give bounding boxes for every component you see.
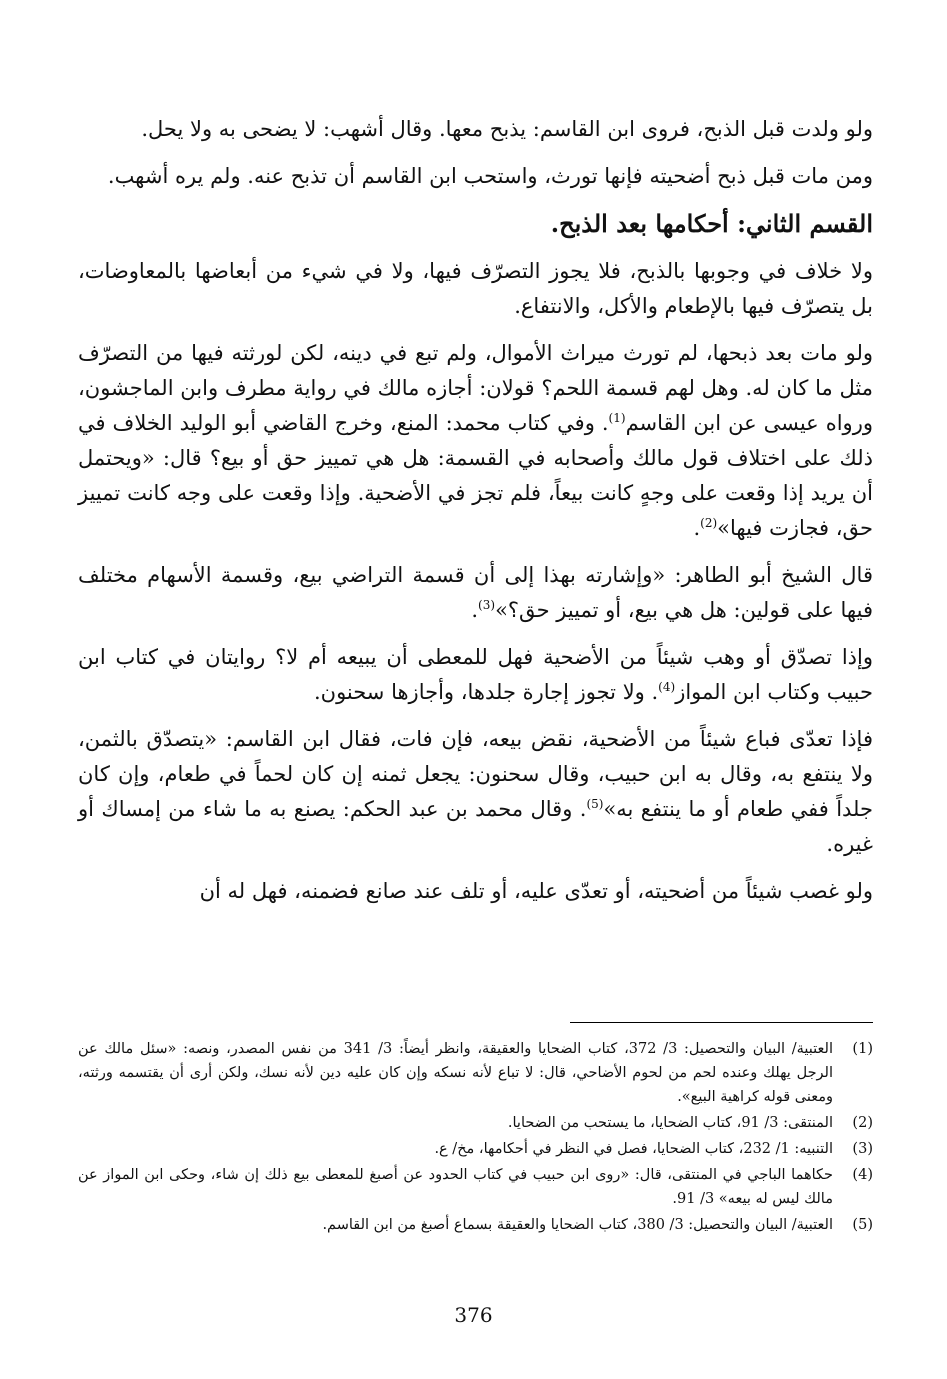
footnote-number: (3) <box>852 1141 873 1157</box>
footnote-2 <box>78 1111 873 1135</box>
footnote-1 <box>78 1037 873 1109</box>
paragraph-5 <box>78 558 873 628</box>
footnote-ref-3: (3) <box>478 598 496 612</box>
section-heading: القسم الثاني: أحكامها بعد الذبح. <box>550 209 873 238</box>
footnote-ref-2: (2) <box>700 516 718 530</box>
footnote-text: المنتقى: 3/ 91، كتاب الضحايا، ما يستحب من الضحايا. <box>507 1115 833 1131</box>
footnotes <box>78 1037 873 1239</box>
paragraph-4-text-c: . <box>693 516 701 540</box>
paragraph-1 <box>78 112 873 147</box>
paragraph-2 <box>78 159 873 194</box>
footnote-divider <box>570 1022 873 1023</box>
main-text <box>78 112 873 921</box>
footnote-text: العتبية/ البيان والتحصيل: 3/ 380، كتاب الضحايا والعقيقة بسماع أصبغ من ابن القاسم. <box>322 1217 833 1233</box>
footnote-3 <box>78 1137 873 1161</box>
paragraph-4-text-a: ولو مات بعد ذبحها، لم تورث ميراث الأموال، ولم تبع في دينه، لكن لورثته فيها من التصرّف مثل ما كان له. وهل لهم قسمة اللحم؟ قولان: أجازه مالك في رواية مطرف وابن الماجشون، ورواه عيسى عن ابن القاسم <box>78 341 873 435</box>
footnote-text: العتبية/ البيان والتحصيل: 3/ 372، كتاب الضحايا والعقيقة، وانظر أيضاً: 3/ 341 من نفس المصدر، ونصه: «سئل مالك عن الرجل يهلك وعنده لحم من لحوم الأضاحي، قال: لا تباع لأنه نسكه وإن كان عليه دين لأنه نسك، ولكن أرى أن يقتسمه ورثته، ومعنى قوله كراهية البيع». <box>78 1041 833 1105</box>
footnote-ref-5: (5) <box>586 797 604 811</box>
footnote-number: (5) <box>852 1217 873 1233</box>
paragraph-7-text-b: . وقال محمد بن عبد الحكم: يصنع به ما شاء من إمساك أو غيره. <box>78 797 873 856</box>
paragraph-6-text-b: . ولا تجوز إجارة جلدها، وأجازها سحنون. <box>313 680 659 704</box>
footnote-number: (1) <box>852 1041 873 1057</box>
footnote-text: حكاهما الباجي في المنتقى، قال: «روى ابن حبيب في كتاب الحدود عن أصبغ للمعطى بيع ذلك إن شاء، وحكى ابن المواز عن مالك ليس له بيعه» 3/ 91. <box>78 1167 833 1207</box>
paragraph-4 <box>78 336 873 546</box>
footnote-4 <box>78 1163 873 1211</box>
paragraph-2-text: ومن مات قبل ذبح أضحيته فإنها تورث، واستحب ابن القاسم أن تذبح عنه. ولم يره أشهب. <box>107 164 873 188</box>
footnote-ref-4: (4) <box>658 680 676 694</box>
footnote-5 <box>78 1213 873 1237</box>
paragraph-6-text-a: وإذا تصدّق أو وهب شيئاً من الأضحية فهل للمعطى أن يبيعه أم لا؟ روايتان في كتاب ابن حبيب وكتاب ابن المواز <box>78 645 873 704</box>
footnote-number: (4) <box>852 1167 873 1183</box>
paragraph-7-text-a: فإذا تعدّى فباع شيئاً من الأضحية، نقض بيعه، فإن فات، فقال ابن القاسم: «يتصدّق بالثمن، ولا ينتفع به، وقال به ابن حبيب، وقال سحنون: يجعل ثمنه إن كان لحماً في طعام، وإن كان جلداً ففي طعام أو ما ينتفع به» <box>78 727 873 821</box>
page-number: 376 <box>454 1303 493 1327</box>
paragraph-7 <box>78 722 873 862</box>
paragraph-6 <box>78 640 873 710</box>
paragraph-4-text-b: . وفي كتاب محمد: المنع، وخرج القاضي أبو الوليد الخلاف في ذلك على اختلاف قول مالك وأصحابه في القسمة: هل هي تمييز حق أو بيع؟ قال: «ويحتمل أن يريد إذا وقعت على وجهٍ كانت بيعاً، فلم تجز في الأضحية. وإذا وقعت على وجه كانت تمييز حق، فجازت فيها» <box>78 411 873 540</box>
paragraph-8 <box>78 874 873 909</box>
paragraph-3-text: ولا خلاف في وجوبها بالذبح، فلا يجوز التصرّف فيها، ولا في شيء من أبعاضها بالمعاوضات، بل يتصرّف فيها بالإطعام والأكل، والانتفاع. <box>78 259 873 318</box>
paragraph-5-text-a: قال الشيخ أبو الطاهر: «وإشارته بهذا إلى أن قسمة التراضي بيع، وقسمة الأسهام مختلف فيها على قولين: هل هي بيع، أو تمييز حق؟» <box>78 563 873 622</box>
paragraph-8-text: ولو غصب شيئاً من أضحيته، أو تعدّى عليه، أو تلف عند صانع فضمنه، فهل له أن <box>199 879 873 903</box>
footnote-text: التنبيه: 1/ 232، كتاب الضحايا، فصل في النظر في أحكامها، مخ/ ع. <box>434 1141 833 1157</box>
footnote-number: (2) <box>852 1115 873 1131</box>
paragraph-3 <box>78 254 873 324</box>
footnote-ref-1: (1) <box>608 411 626 425</box>
paragraph-1-text: ولو ولدت قبل الذبح، فروى ابن القاسم: يذبح معها. وقال أشهب: لا يضحى به ولا يحل. <box>141 117 873 141</box>
paragraph-5-text-b: . <box>471 598 479 622</box>
